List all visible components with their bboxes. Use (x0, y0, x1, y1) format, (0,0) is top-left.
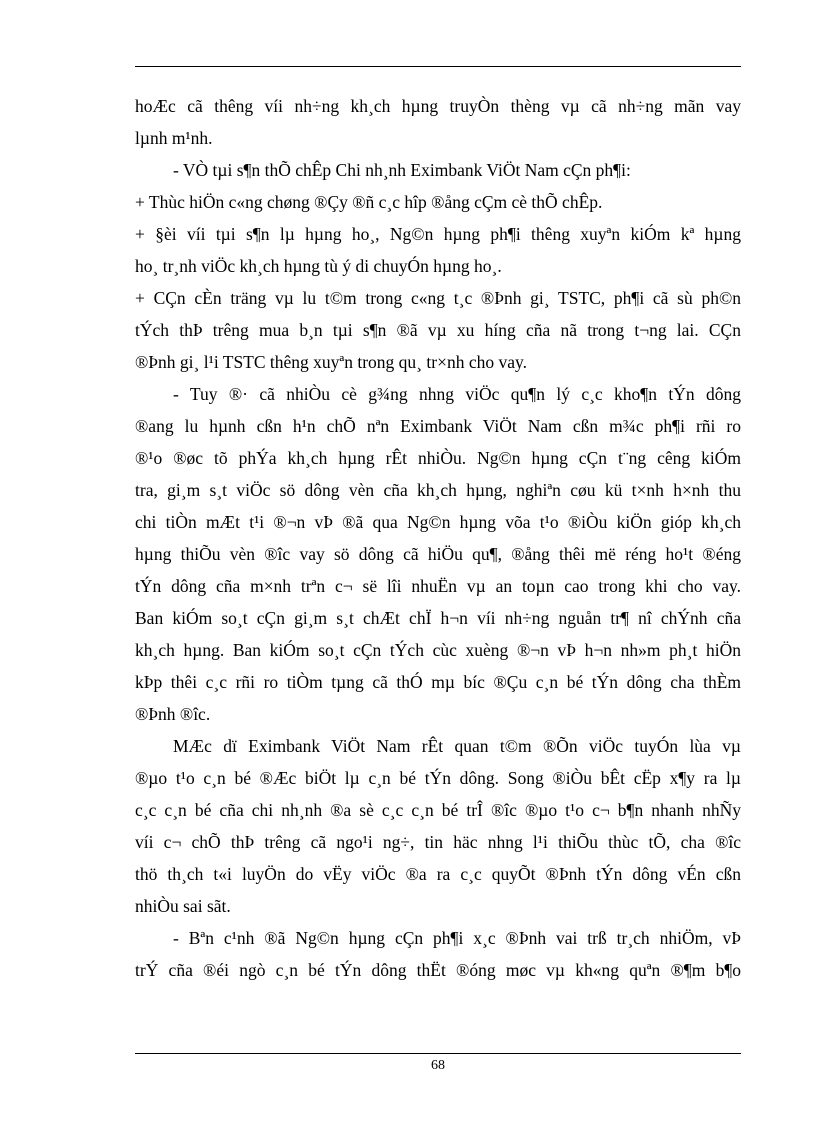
text-line: lµnh m¹nh. (135, 128, 213, 148)
text-line: tÝn dông cña m×nh trªn c¬ së lîi nhuËn vµ an toµn cao trong khi cho vay. (135, 576, 741, 596)
text-line: hµng thiÕu vèn ®îc vay sö dông cã hiÖu qu¶, ®ång thêi më réng ho¹t ®éng (135, 544, 741, 564)
text-line: + §èi víi tµi s¶n lµ hµng ho¸, Ng©n hµng ph¶i thêng xuyªn kiÓm kª hµng (135, 224, 741, 244)
header-rule (135, 66, 741, 67)
text-line: MÆc dï Eximbank ViÖt Nam rÊt quan t©m ®Õn viÖc tuyÓn lùa vµ (173, 736, 741, 756)
text-line: víi c¬ chÕ thÞ trêng cã ngo¹i ng÷, tin häc nhng l¹i thiÕu thùc tÕ, cha ®îc (135, 832, 741, 852)
page-number: 68 (431, 1058, 445, 1073)
text-line: hoÆc cã thêng víi nh÷ng kh¸ch hµng truyÒn thèng vµ cã nh÷ng mãn vay (135, 96, 741, 116)
text-line: ®Þnh gi¸ l¹i TSTC thêng xuyªn trong qu¸ tr×nh cho vay. (135, 352, 527, 372)
text-line: ®µo t¹o c¸n bé ®Æc biÖt lµ c¸n bé tÝn dông. Song ®iÒu bÊt cËp x¶y ra lµ (135, 768, 741, 788)
text-line: Ban kiÓm so¸t cÇn gi¸m s¸t chÆt chÏ h¬n víi nh÷ng nguån tr¶ nî chÝnh cña (135, 608, 741, 628)
text-line: ®¹o ®øc tõ phÝa kh¸ch hµng rÊt nhiÒu. Ng©n hµng cÇn t¨ng cêng kiÓm (135, 448, 741, 468)
text-line: kÞp thêi c¸c rñi ro tiÒm tµng cã thÓ mµ bíc ®Çu c¸n bé tÝn dông cha thÈm (135, 672, 741, 692)
footer-rule (135, 1053, 741, 1054)
text-line: chi tiÒn mÆt t¹i ®¬n vÞ ®ã qua Ng©n hµng võa t¹o ®iÒu kiÖn gióp kh¸ch (135, 512, 741, 532)
text-line: c¸c c¸n bé cña chi nh¸nh ®a sè c¸c c¸n bé trÎ ®îc ®µo t¹o c¬ b¶n nhanh nhÑy (135, 800, 741, 820)
text-line: tra, gi¸m s¸t viÖc sö dông vèn cña kh¸ch hµng, nghiªn cøu kü t×nh h×nh thu (135, 480, 741, 500)
text-line: ®ang lu hµnh cßn h¹n chÕ nªn Eximbank ViÖt Nam cßn m¾c ph¶i rñi ro (135, 416, 741, 436)
text-line: nhiÒu sai sãt. (135, 896, 231, 916)
text-line: - Tuy ®· cã nhiÒu cè g¾ng nhng viÖc qu¶n lý c¸c kho¶n tÝn dông (173, 384, 741, 404)
text-line: thö th¸ch t«i luyÖn do vËy viÖc ®a ra c¸c quyÕt ®Þnh tÝn dông vÉn cßn (135, 864, 741, 884)
text-line: kh¸ch hµng. Ban kiÓm so¸t cÇn tÝch cùc xuèng ®¬n vÞ h¬n nh»m ph¸t hiÖn (135, 640, 741, 660)
text-line: tÝch thÞ trêng mua b¸n tµi s¶n ®ã vµ xu híng cña nã trong t¬ng lai. CÇn (135, 320, 741, 340)
text-line: ho¸ tr¸nh viÖc kh¸ch hµng tù ý di chuyÓn hµng ho¸. (135, 256, 502, 276)
text-line: ®Þnh ®îc. (135, 704, 211, 724)
text-line: trÝ cña ®éi ngò c¸n bé tÝn dông thËt ®óng møc vµ kh«ng quªn ®¶m b¶o (135, 960, 741, 980)
text-line: + Thùc hiÖn c«ng chøng ®Çy ®ñ c¸c hîp ®ång cÇm cè thÕ chÊp. (135, 192, 603, 212)
text-line: - VÒ tµi s¶n thÕ chÊp Chi nh¸nh Eximbank ViÖt Nam cÇn ph¶i: (173, 160, 631, 180)
text-line: + CÇn cÈn träng vµ lu t©m trong c«ng t¸c ®Þnh gi¸ TSTC, ph¶i cã sù ph©n (135, 288, 741, 308)
page-body (135, 90, 741, 986)
text-line: - Bªn c¹nh ®ã Ng©n hµng cÇn ph¶i x¸c ®Þnh vai trß tr¸ch nhiÖm, vÞ (173, 928, 741, 948)
